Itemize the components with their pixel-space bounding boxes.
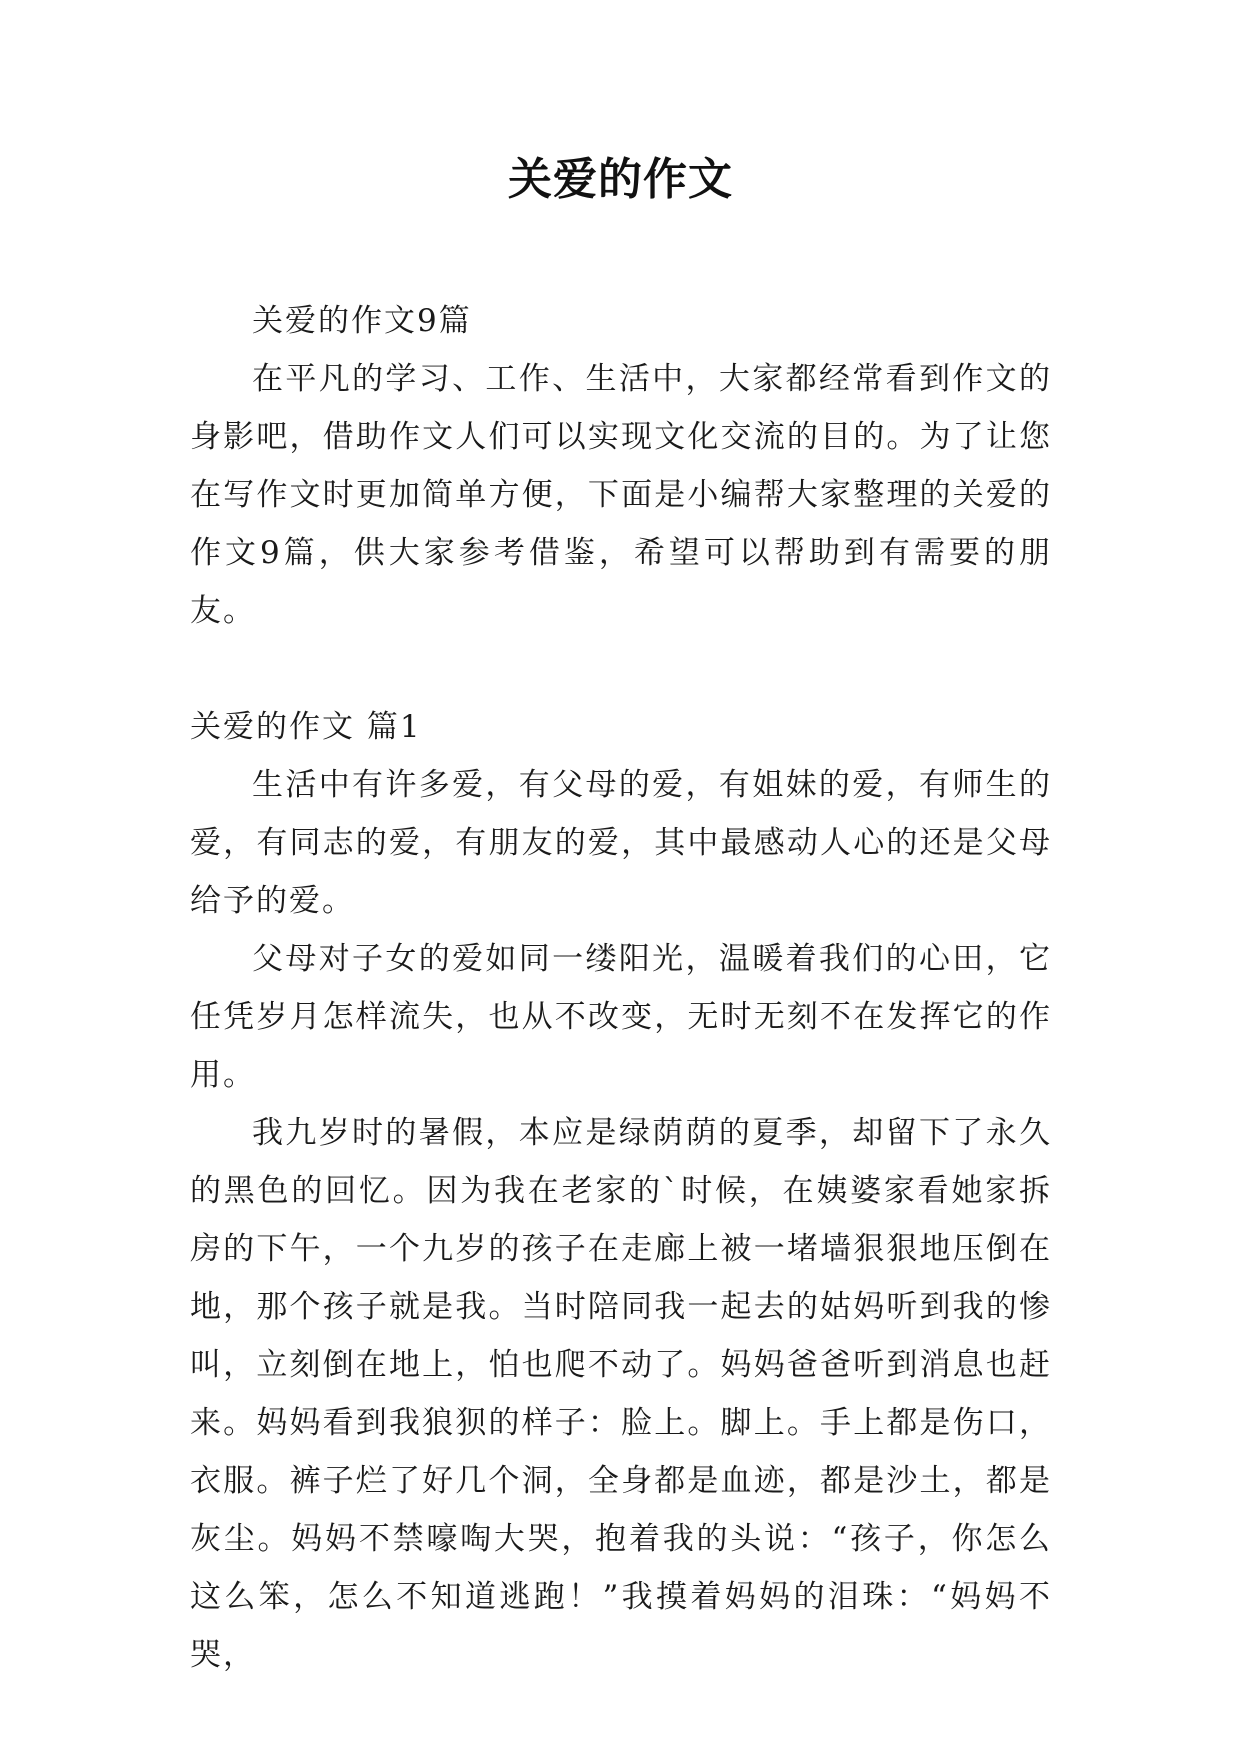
- document-subtitle: 关爱的作文9篇: [252, 303, 472, 339]
- intro-paragraph: 在平凡的学习、工作、生活中，大家都经常看到作文的身影吧，借助作文人们可以实现文化交流的目的。为了让您在写作文时更加简单方便，下面是小编帮大家整理的关爱的作文9篇，供大家参考借鉴，希望可以帮助到有需要的朋友。: [190, 361, 1052, 629]
- paragraph: 我九岁时的暑假，本应是绿荫荫的夏季，却留下了永久的黑色的回忆。因为我在老家的`时候，在姨婆家看她家拆房的下午，一个九岁的孩子在走廊上被一堵墙狠狠地压倒在地，那个孩子就是我。当时陪同我一起去的姑妈听到我的惨叫，立刻倒在地上，怕也爬不动了。妈妈爸爸听到消息也赶来。妈妈看到我狼狈的样子：脸上。脚上。手上都是伤口，衣服。裤子烂了好几个洞，全身都是血迹，都是沙土，都是灰尘。妈妈不禁嚎啕大哭，抱着我的头说：“孩子，你怎么这么笨，怎么不知道逃跑！”我摸着妈妈的泪珠：“妈妈不哭，: [190, 1115, 1052, 1673]
- section-heading: 关爱的作文 篇1: [190, 709, 422, 745]
- document-title: 关爱的作文: [508, 154, 733, 205]
- document-body: [190, 292, 1052, 1684]
- paragraph: 父母对子女的爱如同一缕阳光，温暖着我们的心田，它任凭岁月怎样流失，也从不改变，无时无刻不在发挥它的作用。: [190, 941, 1052, 1093]
- paragraph: 生活中有许多爱，有父母的爱，有姐妹的爱，有师生的爱，有同志的爱，有朋友的爱，其中最感动人心的还是父母给予的爱。: [190, 767, 1052, 919]
